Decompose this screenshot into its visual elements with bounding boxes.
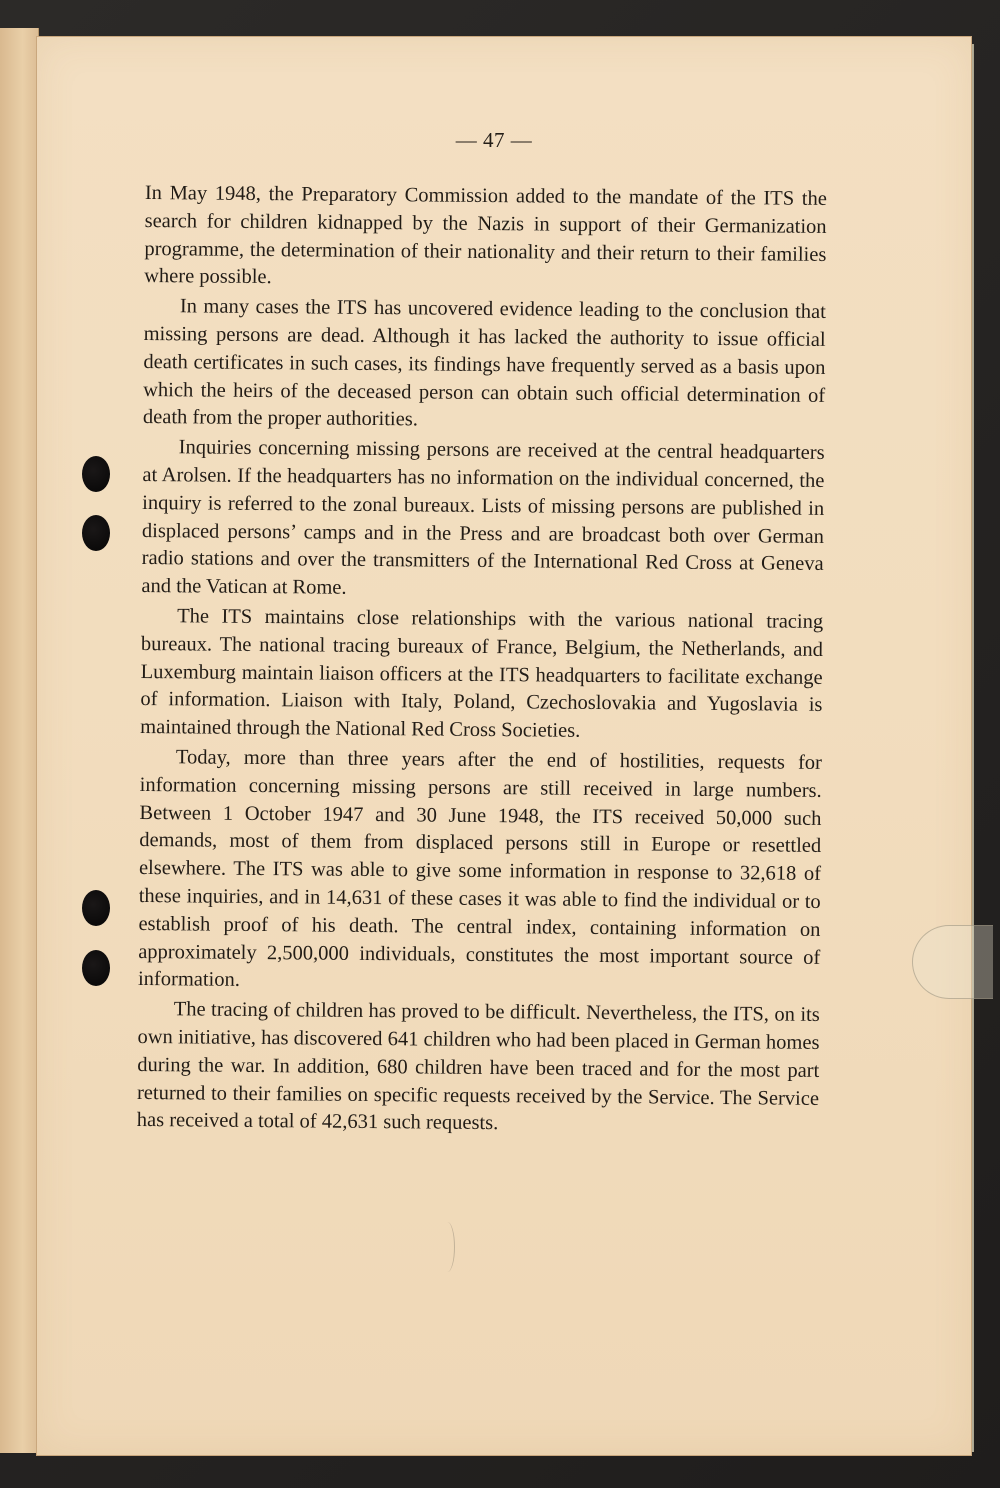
- pencil-mark-icon: [440, 1222, 455, 1272]
- body-text: [137, 180, 827, 1143]
- page-number: — 47 —: [455, 128, 533, 152]
- paragraph: The ITS maintains close relationships with the various national tracing bureaux. The national tracing bureaux of France, Belgium, the Netherlands, and Luxemburg maintain liaison officers at the ITS headquarters to facilitate exchange of information. Liaison with Italy, Poland, Czechoslovakia and Yugoslavia is maintained through the National Red Cross Societies.: [140, 605, 824, 742]
- paragraph: In May 1948, the Preparatory Commission added to the mandate of the ITS the search for children kidnapped by the Nazis in support of their Germanization programme, the determination of their nationality and their return to their families where possible.: [144, 181, 827, 289]
- punch-hole-icon: [82, 950, 110, 986]
- punch-hole-icon: [82, 515, 110, 551]
- paragraph: Inquiries concerning missing persons are received at the central headquarters at Arolsen. If the headquarters has no information on the individual concerned, the inquiry is referred to the zonal bureaux. Lists of missing persons are published in displaced persons’ camps and in the Press and are broadcast both over German radio stations and over the transmitters of the International Red Cross at Geneva and the Vatican at Rome.: [141, 436, 825, 599]
- punch-hole-icon: [82, 890, 110, 926]
- paper-clip-icon: [912, 925, 993, 999]
- paragraph: The tracing of children has proved to be difficult. Nevertheless, the ITS, on its own initiative, has discovered 641 children who had been placed in German homes during the war. In addition, 680 children have been traced and for the most part returned to their families on specific requests received by the Service. The Service has received a total of 42,631 such requests.: [136, 998, 820, 1135]
- punch-hole-icon: [82, 456, 110, 492]
- paragraph: In many cases the ITS has uncovered evidence leading to the conclusion that missing persons are dead. Although it has lacked the authority to issue official death certificates in such cases, its findings have frequently served as a basis upon which the heirs of the deceased person can obtain such official determination of death from the proper authorities.: [142, 295, 826, 431]
- binding-page-edge: [0, 28, 39, 1453]
- paragraph: Today, more than three years after the end of hostilities, requests for information concerning missing persons are still received in large numbers. Between 1 October 1947 and 30 June 1948, the ITS received 50,000 such demands, most of them from displaced persons still in Europe or resettled elsewhere. The ITS was able to give some information in response to 32,618 of these inquiries, and in 14,631 of these cases it was able to find the individual or to establish proof of his death. The central index, containing information on approximately 2,500,000 individuals, constitutes the most important source of information.: [137, 746, 823, 992]
